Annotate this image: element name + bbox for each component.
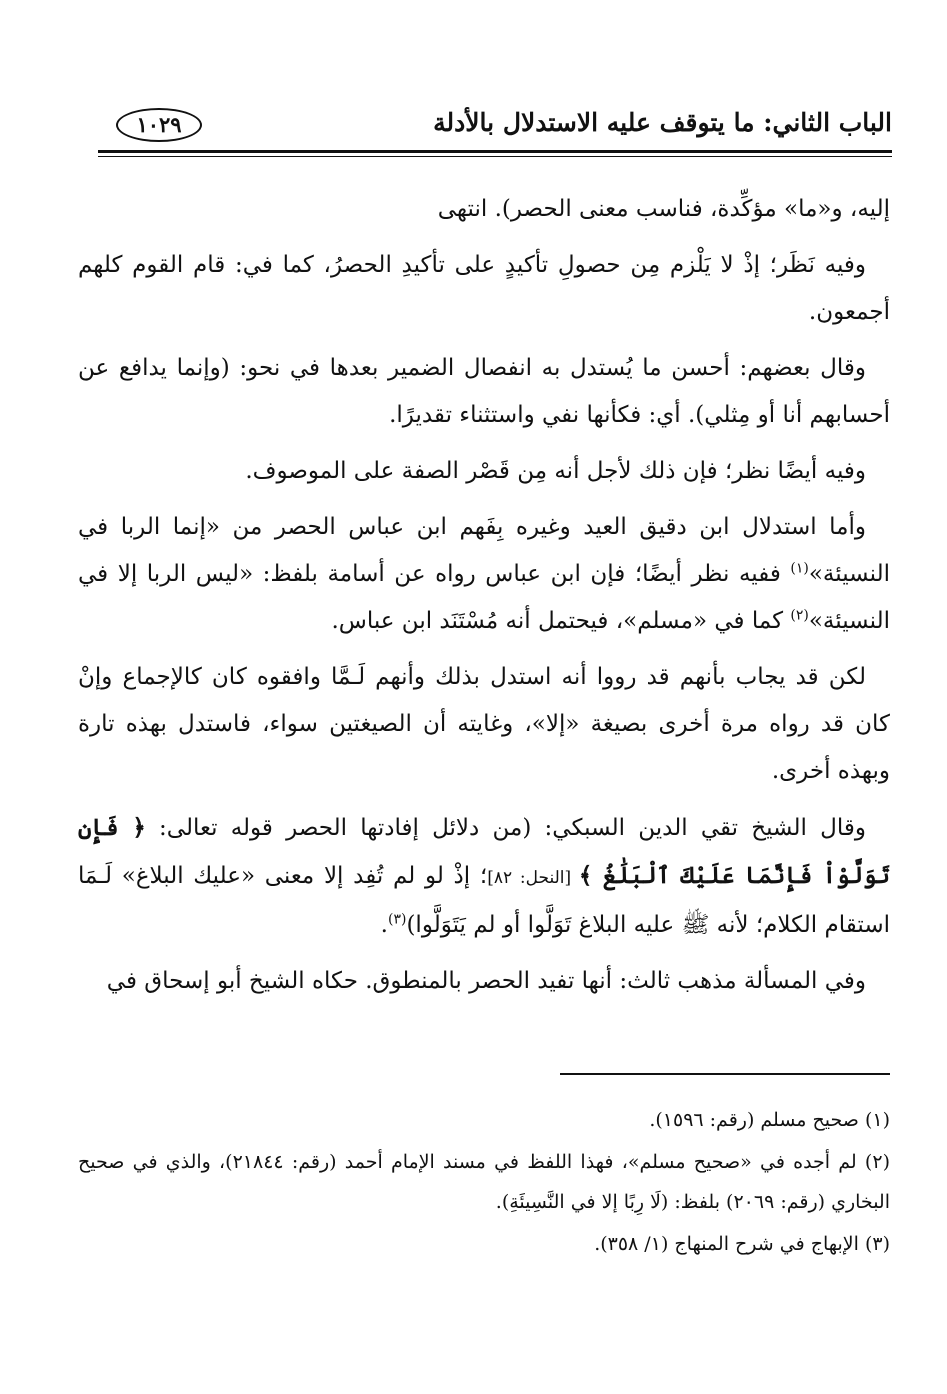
paragraph-3: وقال بعضهم: أحسن ما يُستدل به انفصال الضمير بعدها في نحو: (وإنما يدافع عن أحسابهم أنا أو مِثلي). أي: فكأنها نفي واستثناء تقديرًا. [78, 355, 890, 428]
paragraph-2: وفيه نَظَر؛ إذْ لا يَلْزم مِن حصولِ تأكيدٍ على تأكيدِ الحصرُ، كما في: قام القوم كلهم أجمعون. [78, 252, 890, 325]
footnote-2: (٢) لم أجده في «صحيح مسلم»، فهذا اللفظ في مسند الإمام أحمد (رقم: ٢١٨٤٤)، والذي في صحيح البخاري (رقم: ٢٠٦٩) بلفظ: (لَا رِبًا إلا في النَّسِيئَةِ). [78, 1151, 890, 1213]
footnote-ref-2[interactable]: (٢) [790, 607, 809, 624]
verse-citation: [النحل: ٨٢] [487, 868, 579, 888]
chapter-title: الباب الثاني: ما يتوقف عليه الاستدلال بالأدلة [433, 108, 892, 137]
footnote-3: (٣) الإبهاج في شرح المنهاج (١/ ٣٥٨). [594, 1233, 890, 1255]
running-header [98, 100, 892, 150]
quran-verse: ﴿ فَإِن تَوَلَّوْاْ فَإِنَّمَا عَلَيْكَ ٱلْبَلَٰغُ ﴾ [78, 814, 891, 889]
footnotes [78, 1100, 890, 1266]
paragraph-6: لكن قد يجاب بأنهم قد رووا أنه استدل بذلك وأنهم لَـمَّا وافقوه كان كالإجماع وإنْ كان قد رواه مرة أخرى بصيغة «إلا»، وغايته أن الصيغتين سواء، فاستدل بهذه تارة وبهذه أخرى. [78, 664, 890, 784]
page-number-frame [116, 108, 202, 142]
paragraph-7-text-b: ؛ إذْ لو لم تُفِد إلا معنى «عليك البلاغ» لَـمَا استقام الكلام؛ لأنه ﷺ عليه البلاغ تَوَلَّوا أو لم يَتَوَلَّوا) [78, 863, 890, 938]
paragraph-7-text-c: . [380, 912, 388, 938]
footnote-separator [560, 1073, 890, 1075]
header-rule [98, 150, 892, 153]
paragraph-4: وفيه أيضًا نظر؛ فإن ذلك لأجل أنه مِن قَصْر الصفة على الموصوف. [245, 458, 866, 484]
paragraph-5 [78, 504, 890, 645]
paragraph-1: إليه، و«ما» مؤكِّدة، فناسب معنى الحصر). انتهى [437, 196, 890, 222]
footnote-ref-3[interactable]: (٣) [387, 911, 407, 928]
header-rule-thin [98, 156, 892, 157]
paragraph-7 [78, 804, 890, 949]
paragraph-5-text-b: ففيه نظر أيضًا؛ فإن ابن عباس رواه عن أسامة بلفظ: «ليس الربا إلا في النسيئة» [78, 561, 890, 634]
page-number: ١٠٢٩ [136, 112, 182, 137]
footnote-1: (١) صحيح مسلم (رقم: ١٥٩٦). [649, 1109, 890, 1131]
main-text [78, 186, 890, 1014]
footnote-ref-1[interactable]: (١) [790, 560, 809, 577]
paragraph-7-text-a: وقال الشيخ تقي الدين السبكي: (من دلائل إفادتها الحصر قوله تعالى: [145, 815, 866, 841]
paragraph-8: وفي المسألة مذهب ثالث: أنها تفيد الحصر بالمنطوق. حكاه الشيخ أبو إسحاق في [106, 968, 866, 994]
paragraph-5-text-a: وأما استدلال ابن دقيق العيد وغيره بِفَهم ابن عباس الحصر من «إنما الربا في النسيئة» [78, 514, 890, 587]
paragraph-5-text-c: كما في «مسلم»، فيحتمل أنه مُسْتَنَد ابن عباس. [331, 608, 791, 634]
